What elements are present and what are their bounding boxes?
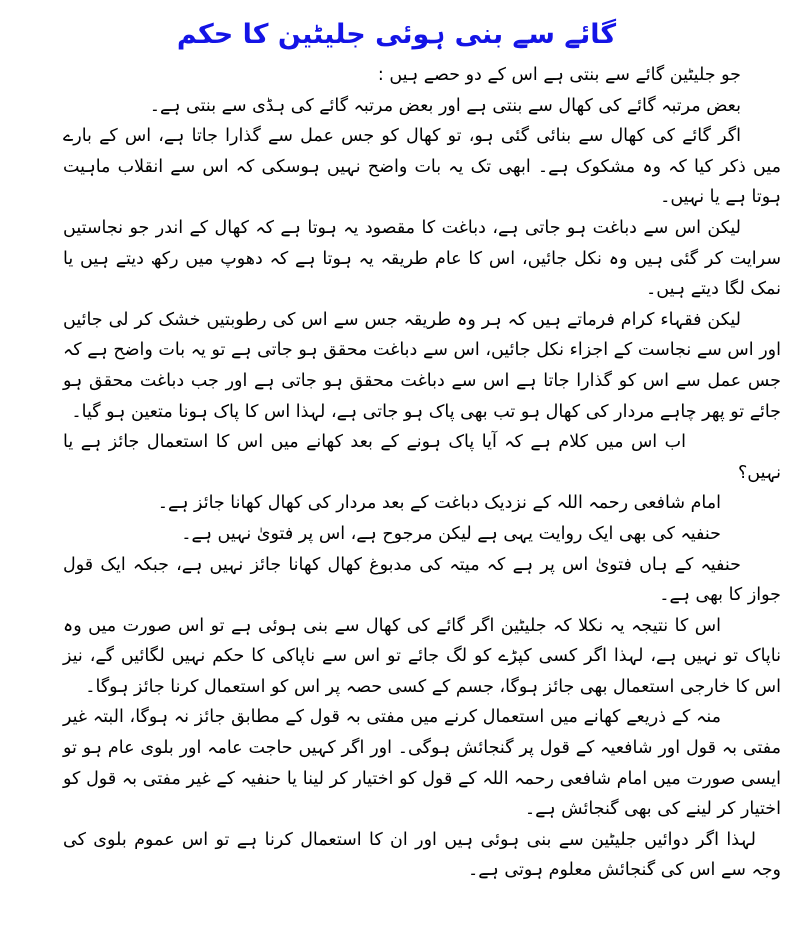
- paragraph-1: جو جلیٹین گائے سے بنتی ہے اس کے دو حصے ہیں :: [377, 65, 741, 85]
- paragraph-2: بعض مرتبہ گائے کی کھال سے بنتی ہے اور بعض مرتبہ گائے کی ہڈی سے بنتی ہے۔: [149, 95, 741, 116]
- paragraph-8: حنفیہ کی بھی ایک روایت یہی ہے لیکن مرجوح ہے، اس پر فتویٰ نہیں ہے۔: [181, 523, 721, 544]
- paragraph-10: اس کا نتیجہ یہ نکلا کہ جلیٹین اگر گائے کی کھال سے بنی ہوئی ہے تو اس صورت میں وہ ناپاک تو نہیں ہے، لہذا اگر کسی کپڑے کو لگ جائے تو اس سے ناپاکی کا حکم نہیں لگائیں گے، نیز اس کا خارجی استعمال بھی جائز ہوگا، جسم کے کسی حصہ پر اس کو استعمال کرنا جائز ہوگا۔: [63, 615, 781, 697]
- paragraph-3: اگر گائے کی کھال سے بنائی گئی ہو، تو کھال کو جس عمل سے گذارا جاتا ہے، اس کے بارے میں ذکر کیا کہ وہ مشکوک ہے۔ ابھی تک یہ بات واضح نہیں ہوسکی کہ اس سے انقلاب ماہیت ہوتا ہے یا نہیں۔: [63, 126, 781, 208]
- paragraph-12: لہذا اگر دوائیں جلیٹین سے بنی ہوئی ہیں اور ان کا استعمال کرنا ہے تو اس عموم بلوی کی وجہ سے اس کی گنجائش معلوم ہوتی ہے۔: [63, 829, 781, 881]
- paragraph-4: لیکن اس سے دباغت ہو جاتی ہے، دباغت کا مقصود یہ ہوتا ہے کہ کھال کے اندر جو نجاستیں سرایت کر گئی ہیں وہ نکل جائیں، اس کا عام طریقہ یہ ہوتا ہے کہ دھوپ میں رکھ دیتے ہیں یا نمک لگا دیتے ہیں۔: [63, 217, 781, 300]
- paragraph-6: اب اس میں کلام ہے کہ آیا پاک ہونے کے بعد کھانے میں اس کا استعمال جائز ہے یا نہیں؟: [63, 432, 781, 483]
- paragraph-7: امام شافعی رحمہ اللہ کے نزدیک دباغت کے بعد مردار کی کھال کھانا جائز ہے۔: [157, 493, 721, 514]
- page-title: گائے سے بنی ہوئی جلیٹین کا حکم: [176, 19, 617, 50]
- paragraph-11: منہ کے ذریعے کھانے میں استعمال کرنے میں مفتی بہ قول کے مطابق جائز نہ ہوگا، البتہ غیر مفتی بہ قول اور شافعیہ کے قول پر گنجائش ہوگی۔ اور اگر کہیں حاجت عامہ اور بلوی عام ہو تو ایسی صورت میں امام شافعی رحمہ اللہ کے قول کو اختیار کر لینا یا حنفیہ کے غیر مفتی بہ قول کو اختیار کر لینے کی بھی گنجائش ہے۔: [63, 707, 781, 820]
- paragraph-9: حنفیہ کے ہاں فتویٰ اس پر ہے کہ میتہ کی مدبوغ کھال کھانا جائز نہیں ہے، جبکہ ایک قول جواز کا بھی ہے۔: [63, 554, 781, 606]
- paragraph-5: لیکن فقہاء کرام فرماتے ہیں کہ ہر وہ طریقہ جس سے اس کی رطوبتیں خشک کر لی جائیں اور اس سے نجاست کے اجزاء نکل جائیں، اس سے دباغت محقق ہو جاتی ہے تو یہ بات واضح ہے کہ جس عمل سے اس کو گذارا جاتا ہے اس سے دباغت محقق ہو جاتی ہے اور جب دباغت محقق ہو جائے تو پھر چاہے مردار کی کھال ہو تب بھی پاک ہو جاتی ہے، لہذا اس کا پاک ہونا متعین ہو گیا۔: [63, 309, 781, 422]
- article-body: [63, 60, 781, 886]
